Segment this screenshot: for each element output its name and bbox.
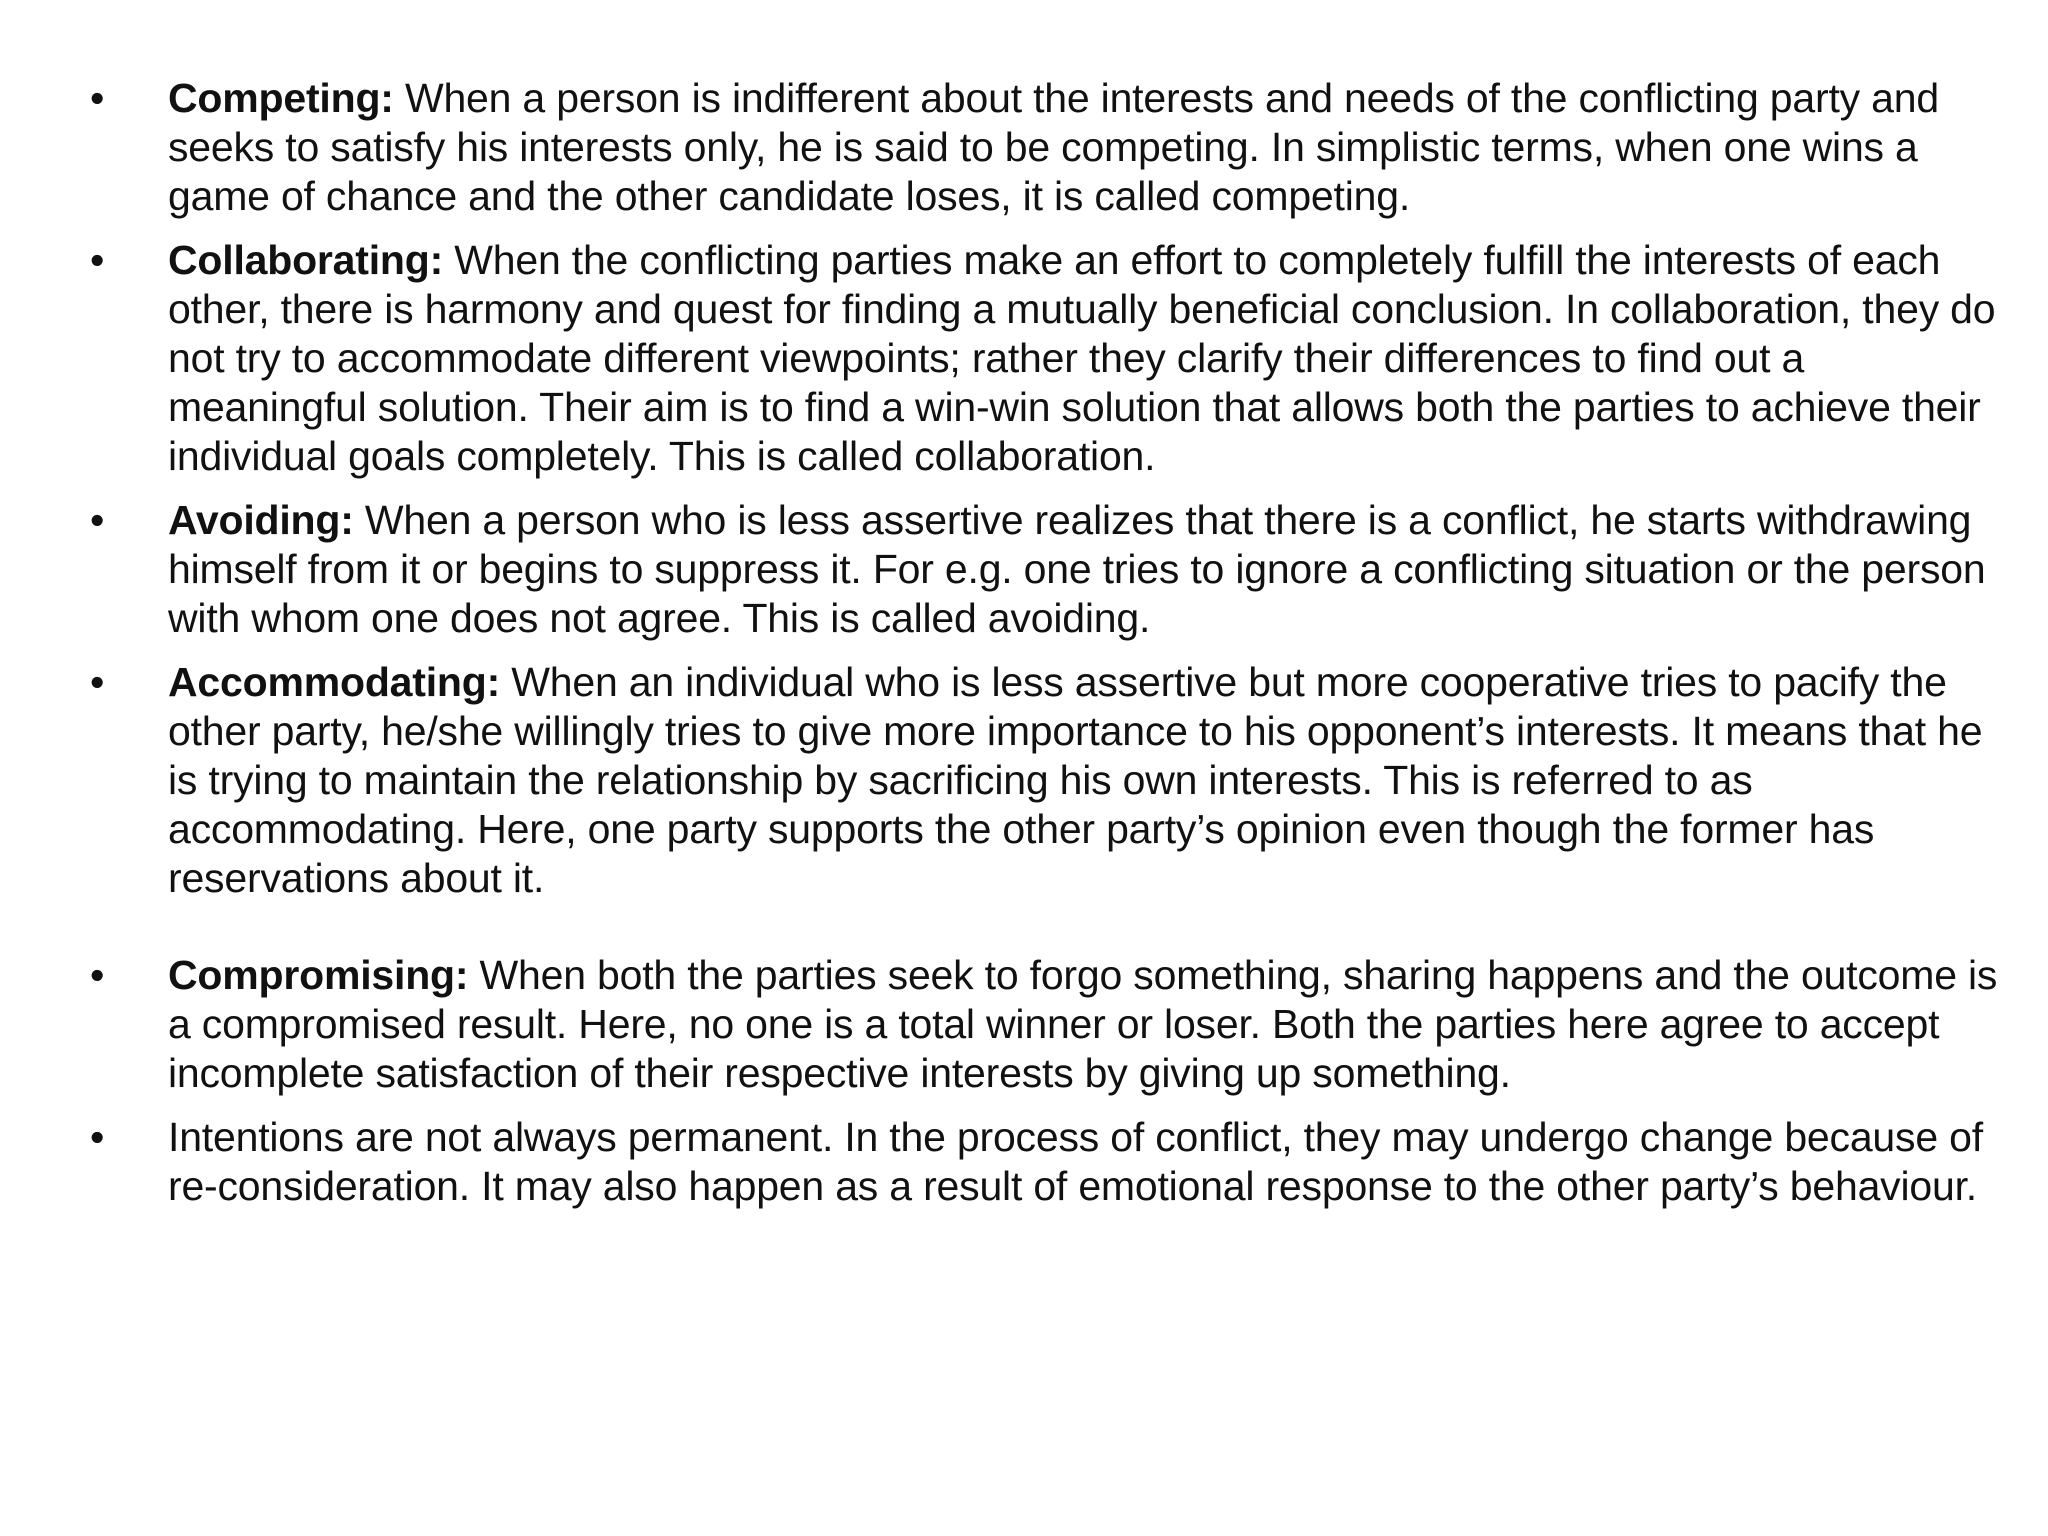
bullet-text: When an individual who is less assertive but more cooperative tries to pacify the other party, he/she willingly tries to give more importance to his opponent’s interests. It means that he is trying to maintain the relationship by sacrificing his own interests. This is referred to as accommodating. Here, one party supports the other party’s opinion even though the former has reservations about it. (168, 659, 1983, 901)
bullet-text: When both the parties seek to forgo something, sharing happens and the outcome is a compromised result. Here, no one is a total winner or loser. Both the parties here agree to accept incomplete satisfaction of their respective interests by giving up something. (168, 952, 1998, 1096)
bullet-avoiding (90, 496, 2010, 643)
bullet-term: Collaborating: (168, 237, 444, 283)
bullet-dot: • (90, 75, 105, 121)
bullet-text: When the conflicting parties make an effort to completely fulfill the interests of each other, there is harmony and quest for finding a mutually beneficial conclusion. In collaboration, they do not try to accommodate different viewpoints; rather they clarify their differences to find out a meaningful solution. Their aim is to find a win-win solution that allows both the parties to achieve their individual goals completely. This is called collaboration. (168, 237, 1996, 479)
bullet-collaborating (90, 236, 2010, 481)
bullet-term: Compromising: (168, 952, 469, 998)
bullet-dot: • (90, 1114, 105, 1160)
bullet-text: When a person is indifferent about the interests and needs of the conflicting party and seeks to satisfy his interests only, he is said to be competing. In simplistic terms, when one wins a game of chance and the other candidate loses, it is called competing. (168, 75, 1939, 219)
bullet-accommodating (90, 658, 2010, 903)
bullet-term: Accommodating: (168, 659, 501, 705)
bullet-dot: • (90, 237, 105, 283)
bullet-intentions (90, 1113, 2010, 1211)
bullet-text: Intentions are not always permanent. In the process of conflict, they may undergo change because of re-consideration. It may also happen as a result of emotional response to the other party’s behaviour. (168, 1114, 1983, 1209)
bullet-list (90, 74, 2010, 1226)
bullet-competing (90, 74, 2010, 221)
bullet-dot: • (90, 659, 105, 705)
bullet-term: Competing: (168, 75, 394, 121)
bullet-dot: • (90, 497, 105, 543)
bullet-dot: • (90, 952, 105, 998)
bullet-text: When a person who is less assertive realizes that there is a conflict, he starts withdrawing himself from it or begins to suppress it. For e.g. one tries to ignore a conflicting situation or the person with whom one does not agree. This is called avoiding. (168, 497, 1986, 641)
bullet-compromising (90, 951, 2010, 1098)
bullet-term: Avoiding: (168, 497, 354, 543)
